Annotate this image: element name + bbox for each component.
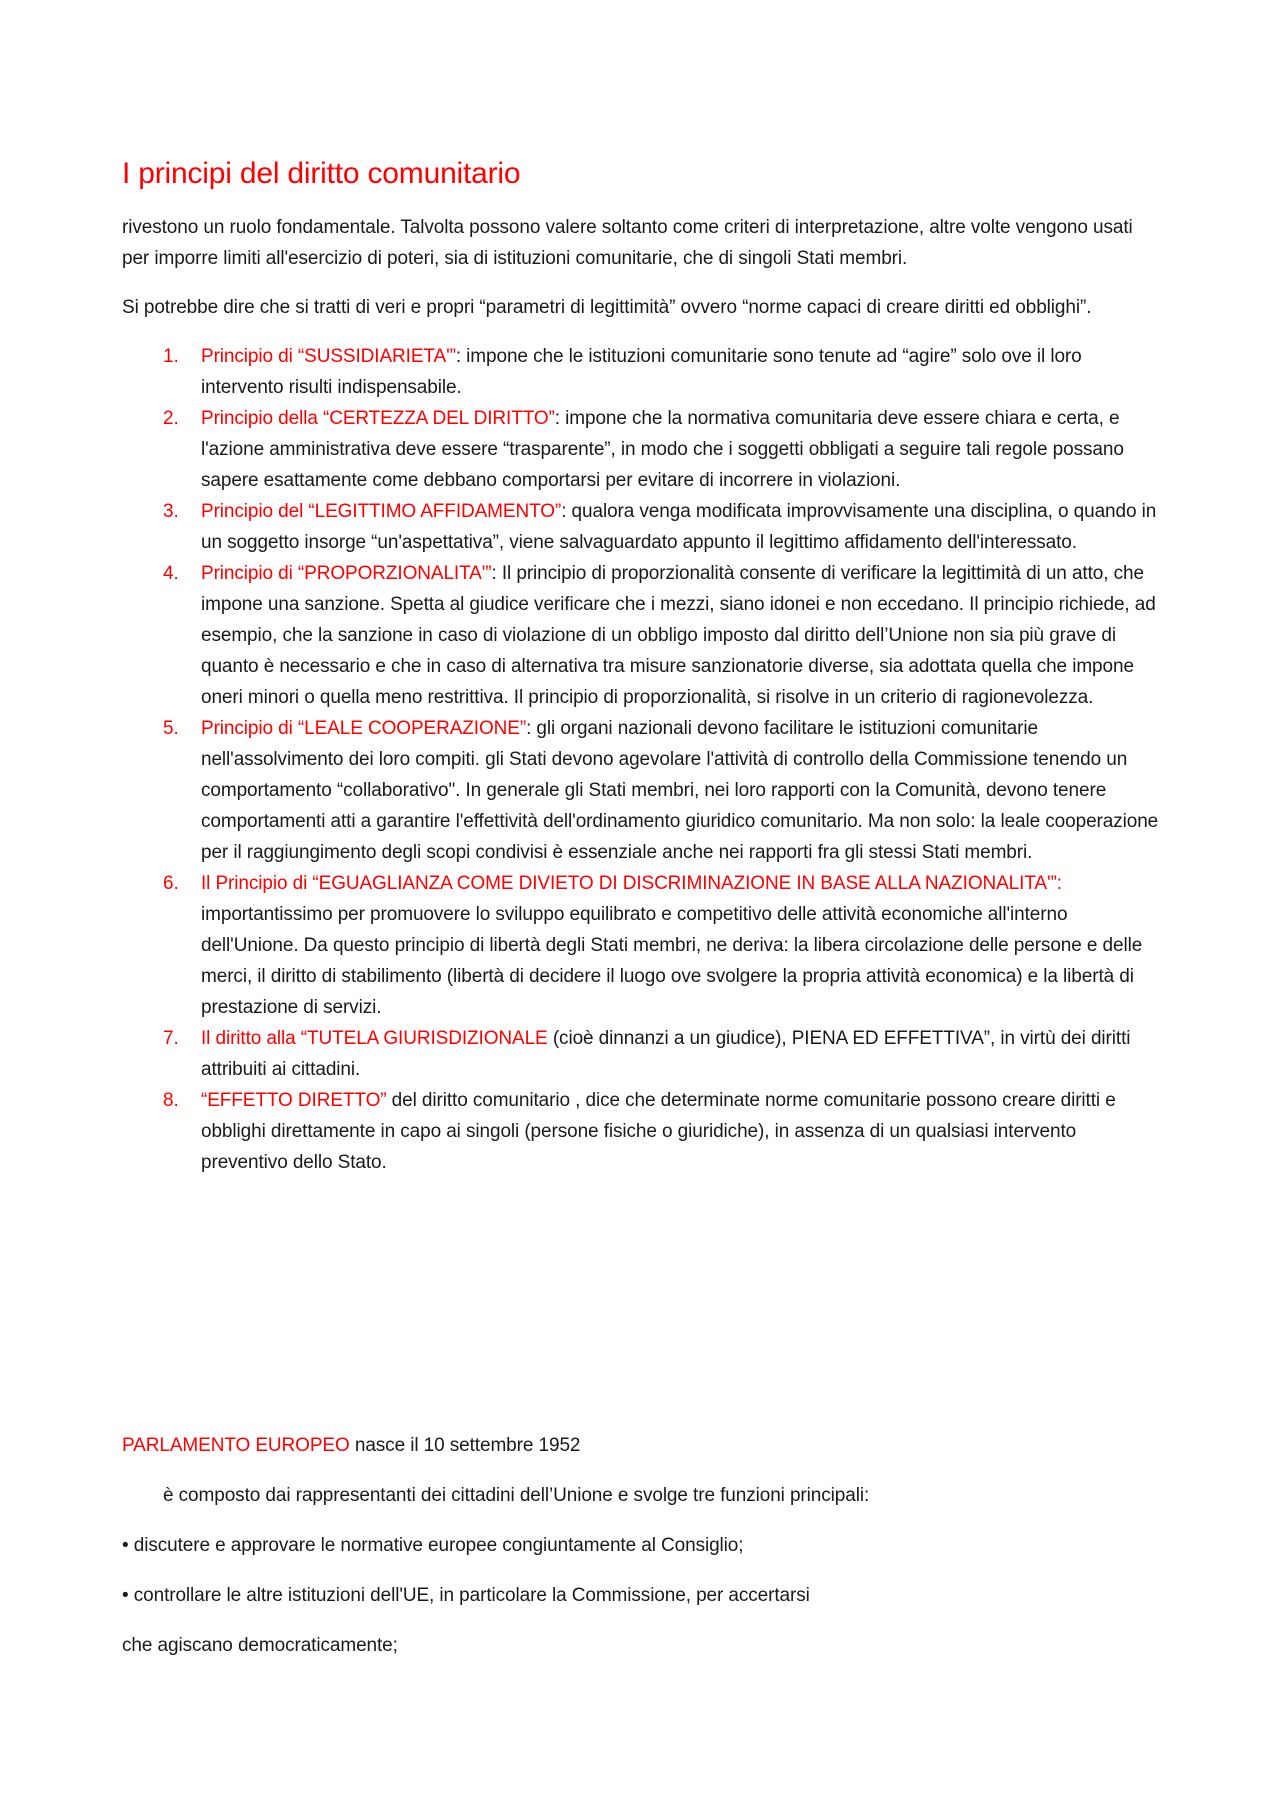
principle-description: del diritto comunitario , dice che determinate norme comunitarie possono creare diritti e obblighi direttamente in capo ai singoli (persone fisiche o giuridiche), in assenza di un qualsiasi intervento preventivo dello Stato.: [201, 1090, 1116, 1173]
intro-paragraph: Si potrebbe dire che si tratti di veri e propri “parametri di legittimità” ovvero “norme capaci di creare diritti ed obblighi”.: [122, 297, 1092, 318]
parliament-section: [122, 1430, 1162, 1680]
list-number: 7.: [163, 1028, 179, 1049]
intro-paragraph: rivestono un ruolo fondamentale. Talvolta possono valere soltanto come criteri di interpretazione, altre volte vengono usati per imporre limiti all'esercizio di poteri, sia di istituzioni comunitarie, che di singoli Stati membri.: [122, 217, 1133, 269]
parliament-continuation: che agiscano democraticamente;: [122, 1635, 398, 1656]
parliament-bullet: • controllare le altre istituzioni dell'UE, in particolare la Commissione, per accertarsi: [122, 1585, 810, 1606]
principle-name: Il Principio di “EGUAGLIANZA COME DIVIETO DI DISCRIMINAZIONE IN BASE ALLA NAZIONALITA'”:: [201, 873, 1062, 894]
list-number: 8.: [163, 1090, 179, 1111]
principle-name: Principio del “LEGITTIMO AFFIDAMENTO”: [201, 501, 562, 522]
page-title: I principi del diritto comunitario: [122, 157, 521, 190]
parliament-composition: è composto dai rappresentanti dei cittadini dell’Unione e svolge tre funzioni principali:: [163, 1485, 870, 1506]
document-page: [122, 150, 1162, 1178]
list-item-tutela-giurisdizionale: [122, 1023, 1162, 1085]
list-number: 5.: [163, 718, 179, 739]
list-number: 1.: [163, 346, 179, 367]
list-item-leale-cooperazione: [122, 713, 1162, 868]
principle-name: Principio di “SUSSIDIARIETA'”: [201, 346, 456, 367]
principle-name: Principio di “LEALE COOPERAZIONE”: [201, 718, 527, 739]
principle-description: : Il principio di proporzionalità consente di verificare la legittimità di un atto, che impone una sanzione. Spetta al giudice verificare che i mezzi, siano idonei e non eccedano. Il principio richiede, ad esempio, che la sanzione in caso di violazione di un obbligo imposto dal diritto dell’Unione non sia più grave di quanto è necessario e che in caso di alternativa tra misure sanzionatorie diverse, sia adottata quella che impone oneri minori o quella meno restrittiva. Il principio di proporzionalità, si risolve in un criterio di ragionevolezza.: [201, 563, 1156, 708]
parliament-heading-text: nasce il 10 settembre 1952: [349, 1435, 581, 1456]
principle-name: Principio della “CERTEZZA DEL DIRITTO”: [201, 408, 555, 429]
principle-description: (cioè dinnanzi a un giudice), PIENA ED EFFETTIVA”, in virtù dei diritti attribuiti ai cittadini.: [201, 1028, 1131, 1080]
list-number: 3.: [163, 501, 179, 522]
list-number: 4.: [163, 563, 179, 584]
principle-description: : impone che le istituzioni comunitarie sono tenute ad “agire” solo ove il loro intervento risulti indispensabile.: [201, 346, 1082, 398]
list-item-legittimo-affidamento: [122, 496, 1162, 558]
principle-description: : gli organi nazionali devono facilitare le istituzioni comunitarie nell'assolvimento dei loro compiti. gli Stati devono agevolare l'attività di controllo della Commissione tenendo un comportamento “collaborativo". In generale gli Stati membri, nei loro rapporti con la Comunità, devono tenere comportamenti atti a garantire l'effettività dell'ordinamento giuridico comunitario. Ma non solo: la leale cooperazione per il raggiungimento degli scopi condivisi è essenziale anche nei rapporti fra gli stessi Stati membri.: [201, 718, 1159, 863]
principle-name: Principio di “PROPORZIONALITA'”: [201, 563, 492, 584]
list-number: 2.: [163, 408, 179, 429]
principles-list: [122, 341, 1162, 1178]
principle-description: : qualora venga modificata improvvisamente una disciplina, o quando in un soggetto insorge “un'aspettativa”, viene salvaguardato appunto il legittimo affidamento dell'interessato.: [201, 501, 1157, 553]
principle-name: “EFFETTO DIRETTO”: [201, 1090, 387, 1111]
list-item-eguaglianza: [122, 868, 1162, 1023]
list-item-proporzionalita: [122, 558, 1162, 713]
list-item-certezza-del-diritto: [122, 403, 1162, 496]
principle-description: importantissimo per promuovere lo sviluppo equilibrato e competitivo delle attività economiche all'interno dell'Unione. Da questo principio di libertà degli Stati membri, ne deriva: la libera circolazione delle persone e delle merci, il diritto di stabilimento (libertà di decidere il luogo ove svolgere la propria attività economica) e la libertà di prestazione di servizi.: [201, 904, 1143, 1018]
principle-description: : impone che la normativa comunitaria deve essere chiara e certa, e l'azione amministrativa deve essere “trasparente”, in modo che i soggetti obbligati a seguire tali regole possano sapere esattamente come debbano comportarsi per evitare di incorrere in violazioni.: [201, 408, 1124, 491]
list-item-effetto-diretto: [122, 1085, 1162, 1178]
principle-name: Il diritto alla “TUTELA GIURISDIZIONALE: [201, 1028, 548, 1049]
list-item-sussidiarieta: [122, 341, 1162, 403]
parliament-heading-highlight: PARLAMENTO EUROPEO: [122, 1435, 350, 1456]
parliament-heading: [122, 1430, 1162, 1461]
list-number: 6.: [163, 873, 179, 894]
parliament-bullet: • discutere e approvare le normative europee congiuntamente al Consiglio;: [122, 1535, 744, 1556]
